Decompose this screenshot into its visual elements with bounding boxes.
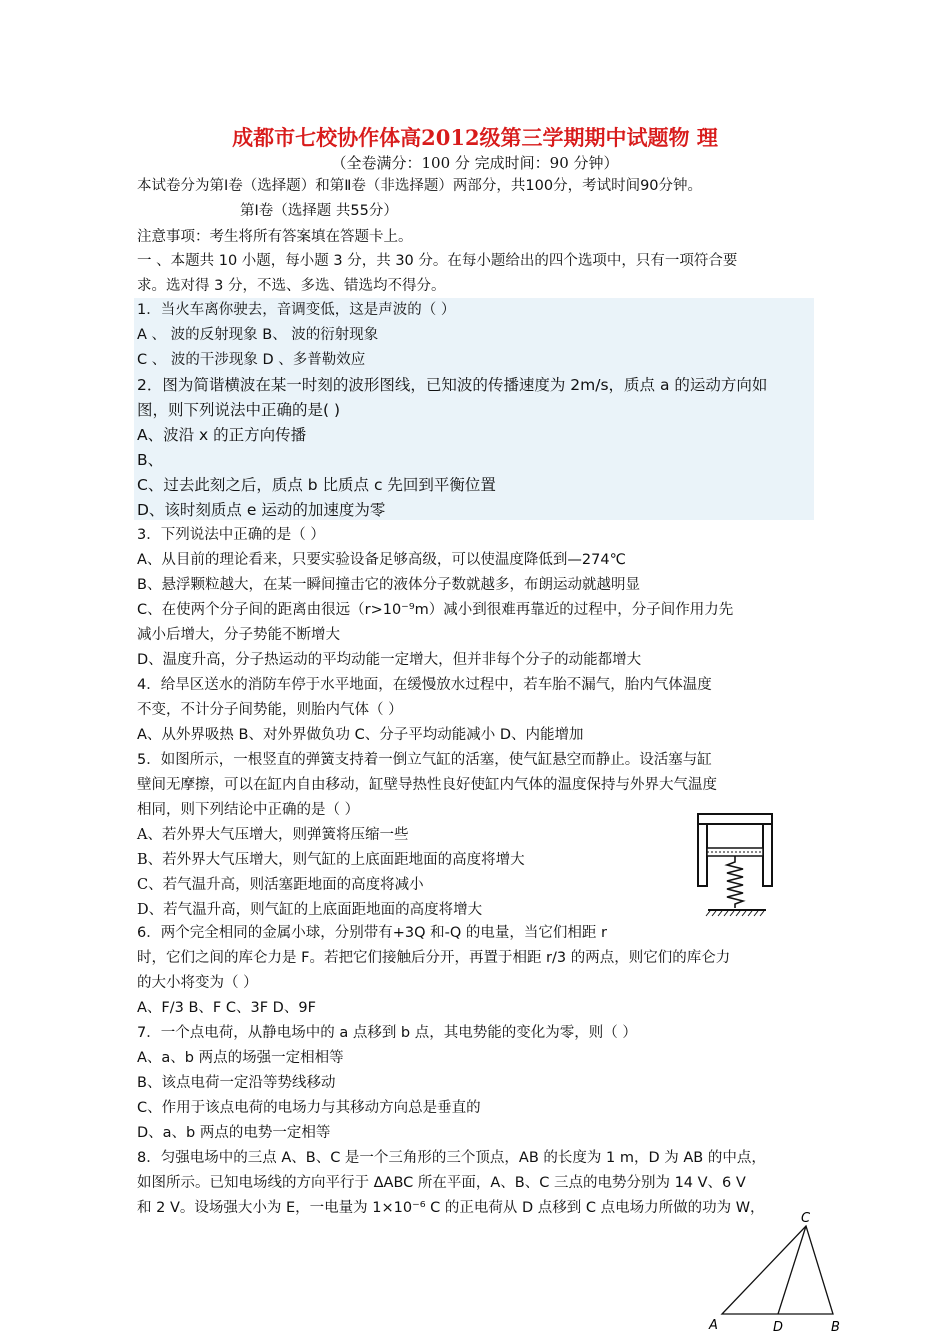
q2-option: D、该时刻质点 e 运动的加速度为零	[137, 501, 386, 519]
label-c: C	[801, 1211, 811, 1226]
q5-stem: 5．如图所示，一根竖直的弹簧支持着一倒立气缸的活塞，使气缸悬空而静止。设活塞与缸	[137, 752, 712, 768]
q7-option: C、作用于该点电荷的电场力与其移动方向总是垂直的	[137, 1100, 481, 1116]
q3-option: A、从目前的理论看来，只要实验设备足够高级，可以使温度降低到—274℃	[137, 552, 626, 568]
q3-stem: 3．下列说法中正确的是（ ）	[137, 527, 325, 543]
q8-stem: 8．匀强电场中的三点 A、B、C 是一个三角形的三个顶点，AB 的长度为 1 m，D 为 AB 的中点，	[137, 1150, 766, 1166]
q5-stem: 相同，则下列结论中正确的是（ ）	[137, 802, 360, 818]
q5-option: C、若气温升高，则活塞距地面的高度将减小	[137, 877, 424, 893]
q4-option: A、从外界吸热 B、对外界做负功 C、分子平均动能减小 D、内能增加	[137, 727, 584, 743]
q3-option: B、悬浮颗粒越大，在某一瞬间撞击它的液体分子数就越多，布朗运动就越明显	[137, 577, 640, 593]
q7-stem: 7．一个点电荷，从静电场中的 a 点移到 b 点，其电势能的变化为零，则（ ）	[137, 1025, 637, 1041]
label-b: B	[831, 1320, 840, 1335]
q5-option: A、若外界大气压增大，则弹簧将压缩一些	[137, 827, 409, 843]
q4-stem: 不变，不计分子间势能，则胎内气体（ ）	[137, 702, 403, 718]
q6-option: A、F/3 B、F C、3F D、9F	[137, 1000, 316, 1016]
label-a: A	[709, 1318, 718, 1333]
section1-line: 一 、本题共 10 小题，每小题 3 分，共 30 分。在每小题给出的四个选项中，只有一项符合要	[137, 253, 738, 269]
q7-option: B、该点电荷一定沿等势线移动	[137, 1075, 336, 1091]
q8-stem: 如图所示。已知电场线的方向平行于 ΔABC 所在平面，A、B、C 三点的电势分别为 14 V、6 V	[137, 1175, 746, 1191]
q5-option: D、若气温升高，则气缸的上底面距地面的高度将增大	[137, 902, 483, 918]
q7-option: A、a、b 两点的场强一定相相等	[137, 1050, 344, 1066]
q2-option: C、过去此刻之后，质点 b 比质点 c 先回到平衡位置	[137, 476, 496, 494]
notice-text: 注意事项：考生将所有答案填在答题卡上。	[137, 229, 413, 245]
section1-line: 求。选对得 3 分，不选、多选、错选均不得分。	[137, 278, 446, 294]
exam-info: （全卷满分：100 分 完成时间：90 分钟）	[331, 154, 619, 172]
q3-option: C、在使两个分子间的距离由很远（r>10⁻⁹m）减小到很难再靠近的过程中，分子间作用力先	[137, 602, 734, 618]
q1-option: A 、 波的反射现象 B、 波的衍射现象	[137, 327, 379, 343]
q7-option: D、a、b 两点的电势一定相等	[137, 1125, 331, 1141]
q5-option: B、若外界大气压增大，则气缸的上底面距地面的高度将增大	[137, 852, 525, 868]
label-d: D	[773, 1320, 784, 1335]
q6-stem: 时，它们之间的库仑力是 F。若把它们接触后分开，再置于相距 r/3 的两点，则它们的库仑力	[137, 950, 731, 966]
q2-stem: 2．图为简谐横波在某一时刻的波形图线，已知波的传播速度为 2m/s，质点 a 的运动方向如	[137, 376, 768, 394]
q8-stem: 和 2 V。设场强大小为 E，一电量为 1×10⁻⁶ C 的正电荷从 D 点移到 C 点电场力所做的功为 W，	[137, 1200, 765, 1216]
q5-stem: 壁间无摩擦，可以在缸内自由移动，缸壁导热性良好使缸内气体的温度保持与外界大气温度	[137, 777, 717, 793]
intro-text: 本试卷分为第Ⅰ卷（选择题）和第Ⅱ卷（非选择题）两部分，共100分，考试时间90分钟。	[137, 178, 703, 194]
q4-stem: 4．给旱区送水的消防车停于水平地面，在缓慢放水过程中，若车胎不漏气，胎内气体温度	[137, 677, 712, 693]
q1-stem: 1．当火车离你驶去，音调变低，这是声波的（ ）	[137, 302, 456, 318]
q6-stem: 的大小将变为（ ）	[137, 975, 258, 991]
part1-title: 第Ⅰ卷（选择题 共55分）	[240, 203, 398, 219]
q2-option: A、波沿 x 的正方向传播	[137, 426, 307, 444]
cylinder-spring-figure	[694, 812, 778, 918]
q2-option: B、	[137, 451, 164, 469]
q3-option: D、温度升高，分子热运动的平均动能一定增大，但并非每个分子的动能都增大	[137, 652, 642, 668]
q1-option: C 、 波的干涉现象 D 、多普勒效应	[137, 352, 366, 368]
q3-option: 减小后增大，分子势能不断增大	[137, 627, 340, 643]
page-title: 成都市七校协作体高2012级第三学期期中试题物 理	[232, 125, 718, 150]
triangle-figure	[700, 1208, 850, 1338]
q2-stem: 图，则下列说法中正确的是( )	[137, 401, 341, 419]
q6-stem: 6．两个完全相同的金属小球，分别带有+3Q 和-Q 的电量，当它们相距 r	[137, 925, 607, 941]
